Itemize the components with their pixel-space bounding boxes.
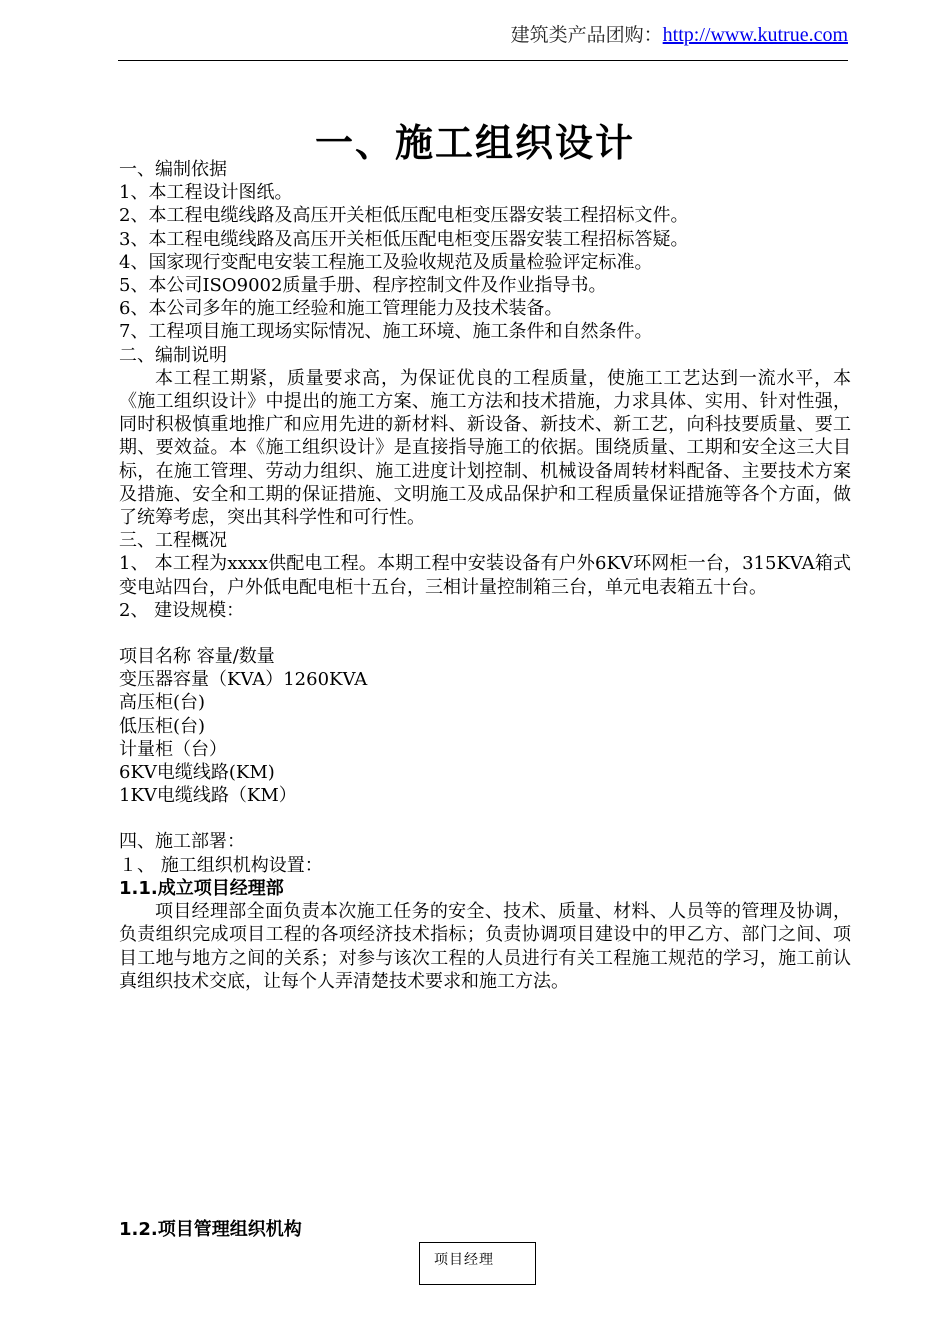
section3-item1: 1、 本工程为xxxx供配电工程。本期工程中安装设备有户外6KV环网柜一台，315KVA箱式变电站四台，户外低电配电柜十五台，三相计量控制箱三台，单元电表箱五十台。 [119,553,851,598]
header-link[interactable]: http://www.kutrue.com [662,24,848,46]
scale-row: 低压柜(台) [119,715,206,737]
section4-sub1: １、 施工组织机构设置： [119,854,323,876]
header-label: 建筑类产品团购： [510,24,663,46]
scale-row: 计量柜（台） [119,738,227,760]
section1-item: 6、本公司多年的施工经验和施工管理能力及技术装备。 [119,298,563,320]
section4-sub12-heading: 1.2.项目管理组织机构 [119,1219,302,1240]
org-chart-box-project-manager: 项目经理 [419,1242,536,1285]
section2-paragraph: 本工程工期紧，质量要求高，为保证优良的工程质量，使施工工艺达到一流水平，本《施工组织设计》中提出的施工方案、施工方法和技术措施，力求具体、实用、针对性强，同时积极慎重地推广和应用先进的新材料、新设备、新技术、新工艺，向科技要质量、要工期、要效益。本《施工组织设计》是直接指导施工的依据。围绕质量、工期和安全这三大目标，在施工管理、劳动力组织、施工进度计划控制、机械设备周转材料配备、主要技术方案及措施、安全和工期的保证措施、文明施工及成品保护和工程质量保证措施等各个方面，做了统筹考虑，突出其科学性和可行性。 [119,367,851,529]
scale-row: 变压器容量（KVA）1260KVA [119,669,368,691]
section4-sub11-heading: 1.1.成立项目经理部 [119,877,284,899]
section1-item: 1、本工程设计图纸。 [119,182,293,204]
blank-line [119,622,851,645]
section1-item: 5、本公司ISO9002质量手册、程序控制文件及作业指导书。 [119,275,607,297]
section4-sub11-paragraph: 项目经理部全面负责本次施工任务的安全、技术、质量、材料、人员等的管理及协调，负责组织完成项目工程的各项经济技术指标；负责协调项目建设中的甲乙方、部门之间、项目工地与地方之间的关系；对参与该次工程的人员进行有关工程施工规范的学习，施工前认真组织技术交底，让每个人弄清楚技术要求和施工方法。 [119,901,851,992]
document-body [119,158,851,993]
document-title: 一、施工组织设计 [314,121,635,165]
section1-item: 2、本工程电缆线路及高压开关柜低压配电柜变压器安装工程招标文件。 [119,205,689,227]
scale-row: 高压柜(台) [119,692,206,714]
header-text [511,20,848,47]
blank-line [119,807,851,830]
section3-item2: 2、 建设规模： [119,599,245,621]
section1-heading: 一、编制依据 [119,159,227,180]
scale-row: 6KV电缆线路(KM) [119,762,275,784]
section2-heading: 二、编制说明 [119,344,227,366]
section4-heading: 四、施工部署： [119,831,245,853]
section3-heading: 三、工程概况 [119,530,227,552]
section1-item: 4、国家现行变配电安装工程施工及验收规范及质量检验评定标准。 [119,251,653,273]
section1-item: 7、工程项目施工现场实际情况、施工环境、施工条件和自然条件。 [119,321,653,343]
page-header [118,16,848,61]
scale-row: 1KV电缆线路（KM） [119,785,297,807]
scale-row: 项目名称 容量/数量 [119,646,275,668]
section1-item: 3、本工程电缆线路及高压开关柜低压配电柜变压器安装工程招标答疑。 [119,228,689,250]
